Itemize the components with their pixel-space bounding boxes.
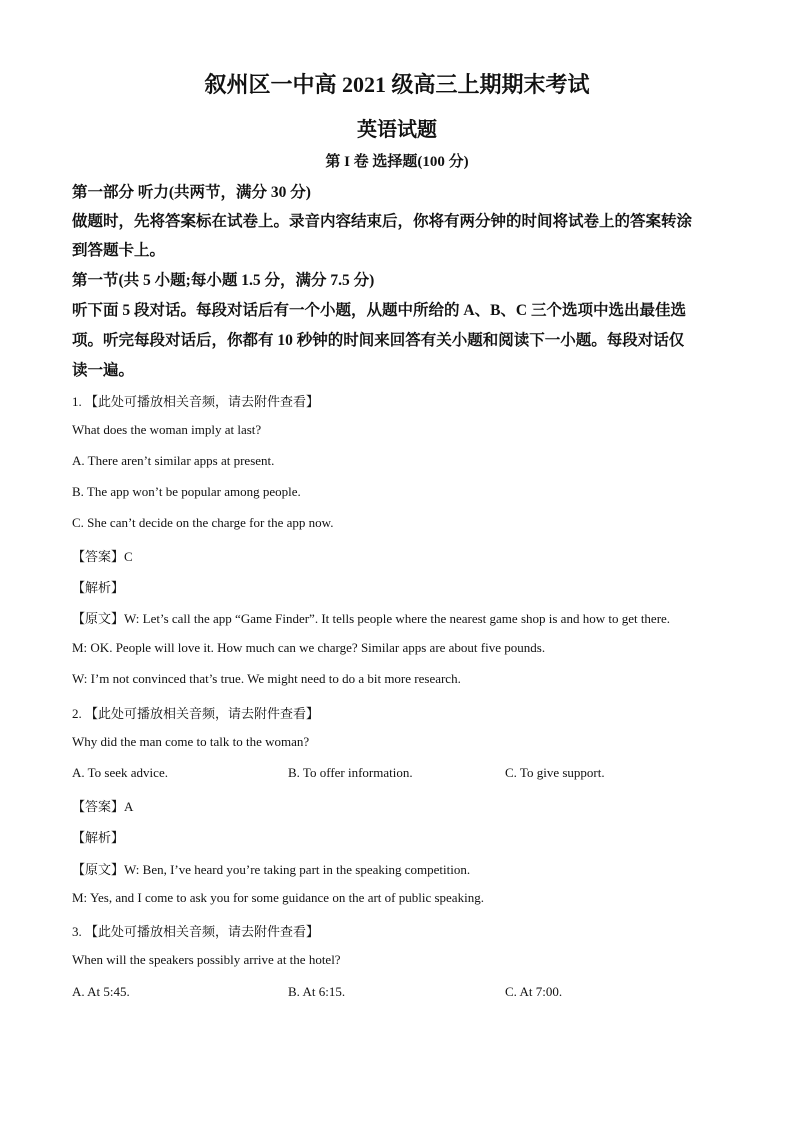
transcript-line: M: OK. People will love it. How much can we charge? Similar apps are about five pounds. (72, 640, 546, 655)
option-c: C. To give support. (505, 765, 605, 780)
option-a: A. At 5:45. (72, 984, 130, 999)
option-c: C. She can’t decide on the charge for the app now. (72, 515, 334, 530)
question-stem: Why did the man come to talk to the woman? (72, 734, 310, 749)
option-b: B. The app won’t be popular among people. (72, 484, 301, 499)
audio-placeholder[interactable]: 3. 【此处可播放相关音频，请去附件查看】 (72, 924, 320, 939)
section-heading: 第一节(共 5 小题;每小题 1.5 分，满分 7.5 分) (72, 272, 375, 289)
question-stem: When will the speakers possibly arrive at the hotel? (72, 952, 341, 967)
analysis-label: 【解析】 (72, 830, 125, 845)
answer-label: 【答案】C (72, 549, 133, 564)
option-a: A. There aren’t similar apps at present. (72, 453, 275, 468)
intro-text: 到答题卡上。 (72, 242, 166, 259)
part-heading: 第一部分 听力(共两节，满分 30 分) (72, 184, 311, 201)
instruction-text: 读一遍。 (72, 362, 135, 379)
instruction-text: 项。听完每段对话后，你都有 10 秒钟的时间来回答有关小题和阅读下一小题。每段对话仅 (72, 332, 685, 349)
option-b: B. To offer information. (288, 765, 413, 780)
volume-title: 第 I 卷 选择题(100 分) (325, 154, 469, 170)
transcript-line: W: I’m not convinced that’s true. We might need to do a bit more research. (72, 671, 461, 686)
analysis-label: 【解析】 (72, 580, 125, 595)
intro-text: 做题时，先将答案标在试卷上。录音内容结束后，你将有两分钟的时间将试卷上的答案转涂 (72, 213, 693, 230)
instruction-text: 听下面 5 段对话。每段对话后有一个小题，从题中所给的 A、B、C 三个选项中选出最佳选 (72, 302, 686, 319)
subject-title: 英语试题 (357, 119, 437, 141)
option-b: B. At 6:15. (288, 984, 346, 999)
audio-placeholder[interactable]: 2. 【此处可播放相关音频，请去附件查看】 (72, 706, 320, 721)
answer-label: 【答案】A (72, 799, 134, 814)
transcript-line: 【原文】W: Ben, I’ve heard you’re taking part in the speaking competition. (72, 862, 471, 877)
transcript-line: 【原文】W: Let’s call the app “Game Finder”. It tells people where the nearest game shop is and how to get there. (72, 611, 671, 626)
question-stem: What does the woman imply at last? (72, 422, 262, 437)
option-c: C. At 7:00. (505, 984, 563, 999)
audio-placeholder[interactable]: 1. 【此处可播放相关音频，请去附件查看】 (72, 394, 320, 409)
option-a: A. To seek advice. (72, 765, 168, 780)
exam-title: 叙州区一中高 2021 级高三上期期末考试 (204, 72, 590, 97)
transcript-line: M: Yes, and I come to ask you for some guidance on the art of public speaking. (72, 890, 484, 905)
